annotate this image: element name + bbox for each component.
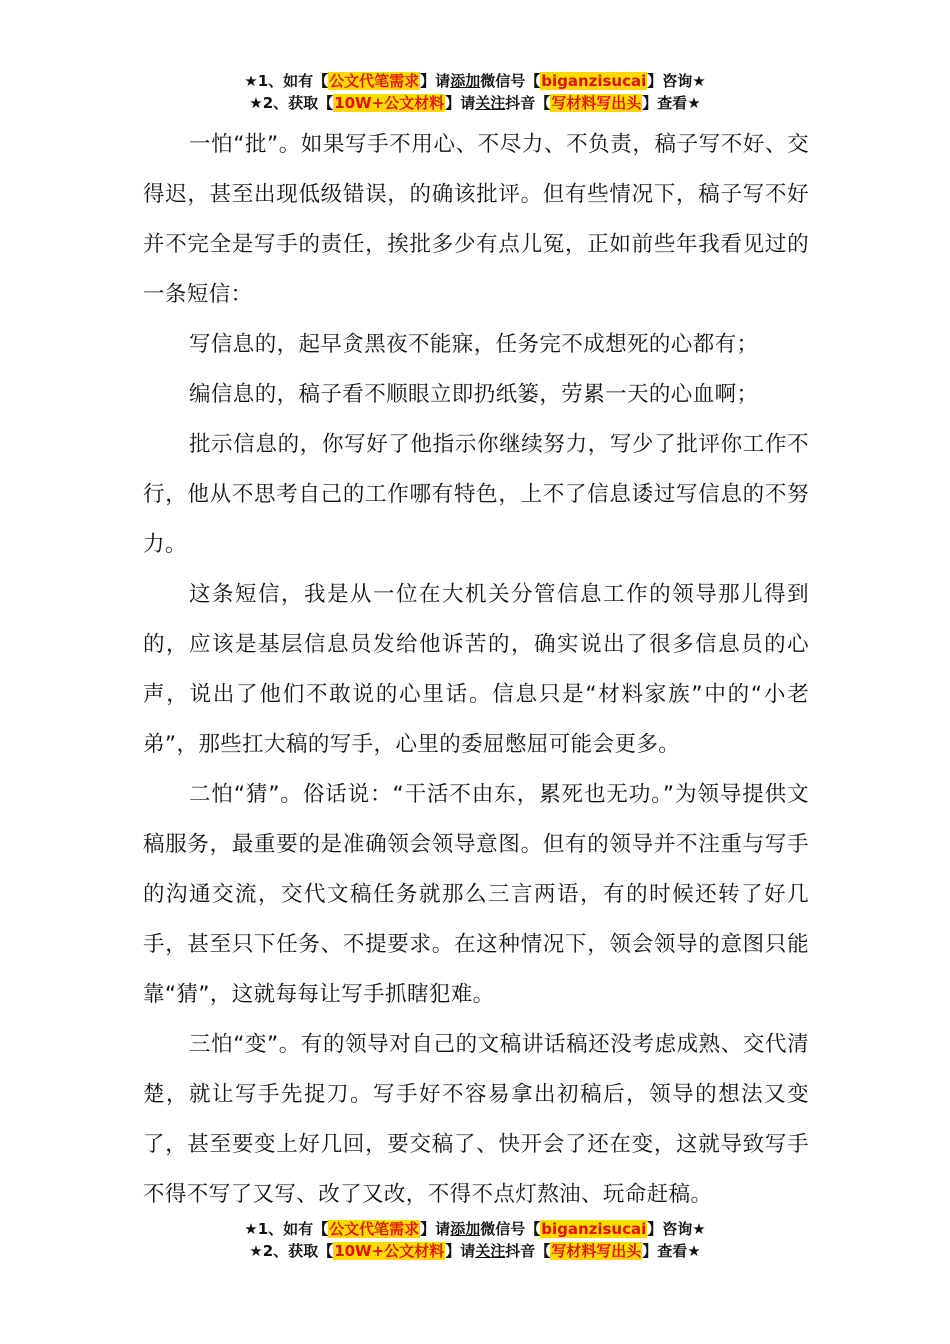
banner-text: ★2、获取【 bbox=[249, 1242, 334, 1260]
banner-emphasis: 关注 bbox=[475, 1242, 506, 1260]
banner-text: 】咨询★ bbox=[647, 1220, 706, 1238]
footer-banner bbox=[0, 1218, 950, 1262]
banner-text: 微信号【 bbox=[480, 1220, 541, 1238]
banner-text: 抖音【 bbox=[505, 1242, 551, 1260]
banner-highlight: 写材料写出头 bbox=[551, 94, 642, 112]
paragraph: 写信息的，起早贪黑夜不能寐，任务完不成想死的心都有； bbox=[189, 332, 759, 357]
banner-highlight: biganzisucai bbox=[541, 1220, 647, 1238]
banner-line-2 bbox=[0, 92, 950, 114]
banner-highlight: biganzisucai bbox=[541, 72, 647, 90]
document-body bbox=[143, 120, 809, 1220]
banner-text: 微信号【 bbox=[480, 72, 541, 90]
paragraph: 编信息的，稿子看不顺眼立即扔纸篓，劳累一天的心血啊； bbox=[189, 382, 759, 407]
banner-text: 】请 bbox=[420, 72, 451, 90]
banner-line-1 bbox=[0, 70, 950, 92]
header-banner bbox=[0, 70, 950, 114]
banner-text: 】请 bbox=[445, 94, 476, 112]
banner-emphasis: 关注 bbox=[475, 94, 506, 112]
paragraph: 这条短信，我是从一位在大机关分管信息工作的领导那儿得到的，应该是基层信息员发给他诉苦的，确实说出了很多信息员的心声，说出了他们不敢说的心里话。信息只是“材料家族”中的“小老弟”，那些扛大稿的写手，心里的委屈憋屈可能会更多。 bbox=[143, 582, 809, 757]
banner-text: ★1、如有【 bbox=[244, 1220, 329, 1238]
paragraph: 三怕“变”。有的领导对自己的文稿讲话稿还没考虑成熟、交代清楚，就让写手先捉刀。写手好不容易拿出初稿后，领导的想法又变了，甚至要变上好几回，要交稿了、快开会了还在变，这就导致写手不得不写了又写、改了又改，不得不点灯熬油、玩命赶稿。 bbox=[143, 1032, 809, 1207]
banner-highlight: 公文代笔需求 bbox=[329, 1220, 420, 1238]
banner-highlight: 10W+公文材料 bbox=[334, 94, 445, 112]
banner-text: ★2、获取【 bbox=[249, 94, 334, 112]
banner-text: 抖音【 bbox=[505, 94, 551, 112]
banner-highlight: 公文代笔需求 bbox=[329, 72, 420, 90]
banner-text: 】查看★ bbox=[642, 94, 701, 112]
banner-text: 】咨询★ bbox=[647, 72, 706, 90]
banner-line-1 bbox=[0, 1218, 950, 1240]
banner-highlight: 写材料写出头 bbox=[551, 1242, 642, 1260]
banner-emphasis: 添加 bbox=[450, 1220, 481, 1238]
banner-text: ★1、如有【 bbox=[244, 72, 329, 90]
banner-highlight: 10W+公文材料 bbox=[334, 1242, 445, 1260]
banner-text: 】请 bbox=[445, 1242, 476, 1260]
banner-text: 】查看★ bbox=[642, 1242, 701, 1260]
banner-text: 】请 bbox=[420, 1220, 451, 1238]
paragraph: 批示信息的，你写好了他指示你继续努力，写少了批评你工作不行，他从不思考自己的工作哪有特色，上不了信息诿过写信息的不努力。 bbox=[143, 432, 809, 557]
banner-line-2 bbox=[0, 1240, 950, 1262]
banner-emphasis: 添加 bbox=[450, 72, 481, 90]
paragraph: 一怕“批”。如果写手不用心、不尽力、不负责，稿子写不好、交得迟，甚至出现低级错误，的确该批评。但有些情况下，稿子写不好并不完全是写手的责任，挨批多少有点儿冤，正如前些年我看见过的一条短信： bbox=[143, 132, 809, 307]
paragraph: 二怕“猜”。俗话说：“干活不由东，累死也无功。”为领导提供文稿服务，最重要的是准确领会领导意图。但有的领导并不注重与写手的沟通交流，交代文稿任务就那么三言两语，有的时候还转了好几手，甚至只下任务、不提要求。在这种情况下，领会领导的意图只能靠“猜”，这就每每让写手抓瞎犯难。 bbox=[143, 782, 809, 1007]
